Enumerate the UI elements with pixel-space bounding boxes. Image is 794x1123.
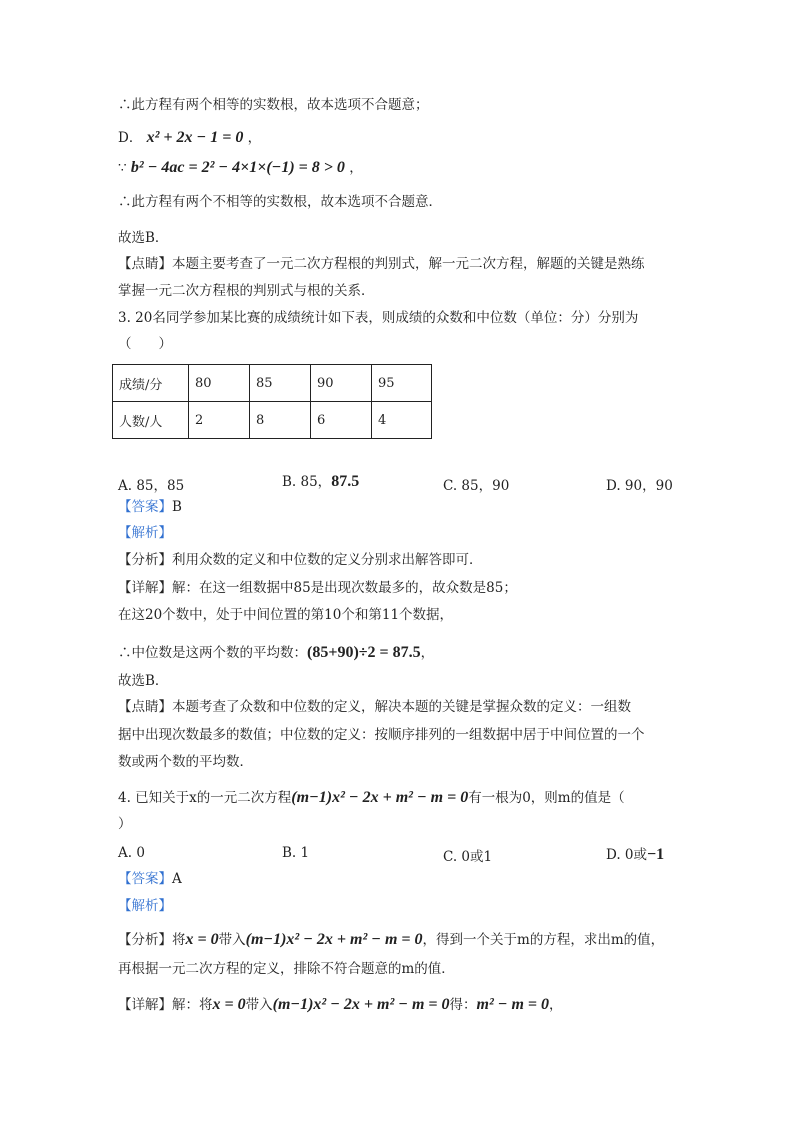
question-3-blank: （ ） [118,336,172,352]
text-line: 在这20个数中，处于中间位置的第10个和第11个数据， [118,607,454,623]
answer-tag: 【答案】 [118,499,172,515]
table-cell: 95 [372,365,432,402]
q4-fenxi [118,930,664,949]
question-4-stem [118,788,625,807]
text-line: 故选B． [118,673,169,689]
option-d-equation-line [118,128,261,147]
q4-option-c: C. 0或1 [443,849,493,865]
text-segment: 【详解】解：将 [118,997,213,1013]
punctuation: ， [247,130,262,146]
q4-answer-line [118,871,182,887]
question-3-stem: 3. 20名同学参加某比赛的成绩统计如下表，则成绩的众数和中位数（单位：分）分别为 [118,310,639,326]
punctuation: ， [549,997,563,1013]
discriminant-line [118,158,363,177]
answer-tag: 【答案】 [118,871,172,887]
table-cell: 2 [189,402,250,439]
text-line: 再根据一元二次方程的定义，排除不符合题意的m的值． [118,961,455,977]
table-cell: 6 [311,402,372,439]
table-cell: 90 [311,365,372,402]
q3-answer-line [118,499,182,515]
answer-value: A [172,871,182,887]
score-table [112,364,432,439]
text-line: ∴此方程有两个相等的实数根，故本选项不合题意； [118,97,429,113]
math-expression: x² + 2x − 1 = 0 [146,129,244,146]
q4-option-a: A. 0 [118,845,145,861]
text-segment: 有一根为0，则m的值是（ [468,790,625,806]
math-expression: −1 [647,846,665,863]
table-row [113,365,432,402]
answer-value: B [172,499,182,515]
q4-option-b: B. 1 [282,845,310,861]
text-segment: ，得到一个关于m的方程，求出m的值， [422,932,665,948]
math-expression: b² − 4ac = 2² − 4×1×(−1) = 8 > 0 [130,159,345,176]
text-segment: ∴中位数是这两个数的平均数： [118,645,307,661]
text-line: ） [118,816,132,832]
math-expression: x = 0 [185,931,219,948]
dianjing-line: 据中出现次数最多的数值；中位数的定义：按顺序排列的一组数据中居于中间位置的一个 [118,727,645,743]
q3-fenxi: 【分析】利用众数的定义和中位数的定义分别求出解答即可． [118,552,483,568]
table-cell: 85 [250,365,311,402]
q3-option-c: C. 85，90 [443,478,510,494]
text-segment: 带入 [218,932,246,948]
text-segment: 得： [449,997,477,1013]
option-label: D． [118,130,143,146]
analysis-tag: 【解析】 [118,898,172,914]
table-cell: 人数/人 [113,402,189,439]
punctuation: ， [349,160,363,176]
analysis-tag: 【解析】 [118,525,172,541]
math-expression: (m−1)x² − 2x + m² − m = 0 [272,996,450,1013]
option-text: B. 85， [282,474,332,490]
table-cell: 成绩/分 [113,365,189,402]
q4-option-d [606,843,664,864]
text-segment: 带入 [245,997,273,1013]
because-symbol: ∵ [118,160,127,176]
text-segment: 【分析】将 [118,932,186,948]
text-segment: 4. 已知关于x的一元二次方程 [118,790,292,806]
q3-xiangjie: 【详解】解：在这一组数据中85是出现次数最多的，故众数是85； [118,580,517,596]
table-cell: 80 [189,365,250,402]
q3-option-d: D. 90，90 [606,478,673,494]
q3-option-b [282,470,359,491]
dianjing-line: 【点睛】本题考查了众数和中位数的定义，解决本题的关键是掌握众数的定义：一组数 [118,699,631,715]
text-line: 故选B． [118,230,169,246]
text-line: 掌握一元二次方程根的判别式与根的关系． [118,283,375,299]
math-expression: (m−1)x² − 2x + m² − m = 0 [245,931,423,948]
q4-xiangjie [118,995,563,1014]
math-expression: (m−1)x² − 2x + m² − m = 0 [291,789,469,806]
dianjing-line: 【点睛】本题主要考查了一元二次方程根的判别式，解一元二次方程，解题的关键是熟练 [118,256,645,272]
dianjing-line: 数或两个数的平均数． [118,754,253,770]
math-expression: (85+90)÷2 = 87.5 [307,644,421,661]
math-expression: 87.5 [331,473,360,490]
median-line [118,643,434,662]
math-expression: x = 0 [212,996,246,1013]
table-cell: 4 [372,402,432,439]
q3-option-a: A. 85，85 [118,478,185,494]
table-row [113,402,432,439]
punctuation: ， [420,645,435,661]
table-cell: 8 [250,402,311,439]
math-expression: m² − m = 0 [476,996,550,1013]
option-text: D. 0或 [606,847,648,863]
text-line: ∴此方程有两个不相等的实数根，故本选项不合题意． [118,194,442,210]
